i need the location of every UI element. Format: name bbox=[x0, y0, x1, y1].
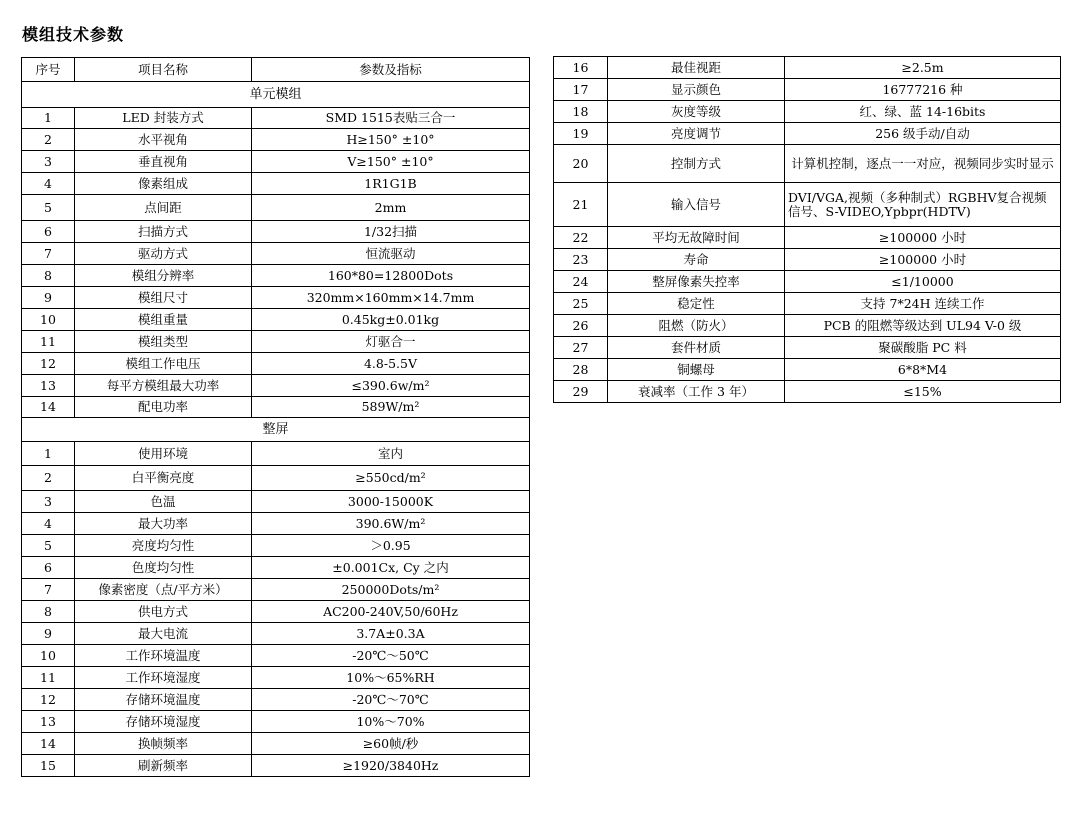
header-index: 序号 bbox=[22, 58, 75, 82]
cell-parameter: ≥100000 小时 bbox=[785, 249, 1061, 271]
table-row bbox=[22, 265, 530, 287]
cell-index: 11 bbox=[22, 331, 75, 353]
cell-item-name: 铜螺母 bbox=[608, 359, 785, 381]
cell-item-name: 扫描方式 bbox=[75, 221, 252, 243]
cell-item-name: 输入信号 bbox=[608, 183, 785, 227]
cell-index: 19 bbox=[554, 123, 608, 145]
table-row bbox=[22, 755, 530, 777]
table-row bbox=[554, 293, 1061, 315]
table-row bbox=[22, 513, 530, 535]
cell-parameter: 恒流驱动 bbox=[252, 243, 530, 265]
cell-item-name: 平均无故障时间 bbox=[608, 227, 785, 249]
left-spec-table bbox=[21, 57, 530, 777]
cell-item-name: 点间距 bbox=[75, 195, 252, 221]
cell-index: 16 bbox=[554, 57, 608, 79]
cell-parameter: 室内 bbox=[252, 442, 530, 466]
cell-item-name: 色度均匀性 bbox=[75, 557, 252, 579]
table-row bbox=[22, 353, 530, 375]
cell-item-name: 白平衡亮度 bbox=[75, 466, 252, 491]
header-item-name: 项目名称 bbox=[75, 58, 252, 82]
cell-parameter: 589W/m² bbox=[252, 397, 530, 418]
cell-index: 12 bbox=[22, 353, 75, 375]
cell-parameter: 250000Dots/m² bbox=[252, 579, 530, 601]
cell-index: 14 bbox=[22, 733, 75, 755]
cell-item-name: 模组分辨率 bbox=[75, 265, 252, 287]
cell-index: 8 bbox=[22, 265, 75, 287]
cell-index: 13 bbox=[22, 375, 75, 397]
table-row bbox=[22, 243, 530, 265]
cell-item-name: 换帧频率 bbox=[75, 733, 252, 755]
cell-index: 12 bbox=[22, 689, 75, 711]
table-row bbox=[22, 129, 530, 151]
cell-parameter: 320mm×160mm×14.7mm bbox=[252, 287, 530, 309]
cell-index: 2 bbox=[22, 466, 75, 491]
cell-parameter: 1/32扫描 bbox=[252, 221, 530, 243]
cell-item-name: 水平视角 bbox=[75, 129, 252, 151]
table-row bbox=[22, 173, 530, 195]
table-row bbox=[554, 123, 1061, 145]
cell-index: 29 bbox=[554, 381, 608, 403]
table-row bbox=[554, 79, 1061, 101]
table-row bbox=[554, 359, 1061, 381]
table-row bbox=[554, 183, 1061, 227]
cell-item-name: 像素密度（点/平方米） bbox=[75, 579, 252, 601]
cell-parameter: 10%～70% bbox=[252, 711, 530, 733]
table-row bbox=[22, 108, 530, 129]
table-row bbox=[22, 375, 530, 397]
table-row bbox=[22, 645, 530, 667]
cell-index: 2 bbox=[22, 129, 75, 151]
section-title-module: 单元模组 bbox=[22, 82, 530, 108]
cell-index: 3 bbox=[22, 151, 75, 173]
cell-item-name: 最佳视距 bbox=[608, 57, 785, 79]
cell-parameter: ±0.001Cx, Cy 之内 bbox=[252, 557, 530, 579]
cell-index: 25 bbox=[554, 293, 608, 315]
cell-parameter: SMD 1515表贴三合一 bbox=[252, 108, 530, 129]
cell-index: 6 bbox=[22, 557, 75, 579]
cell-item-name: 衰减率（工作 3 年） bbox=[608, 381, 785, 403]
table-row bbox=[22, 221, 530, 243]
cell-index: 10 bbox=[22, 645, 75, 667]
cell-index: 8 bbox=[22, 601, 75, 623]
cell-item-name: 稳定性 bbox=[608, 293, 785, 315]
cell-parameter: 390.6W/m² bbox=[252, 513, 530, 535]
cell-item-name: 整屏像素失控率 bbox=[608, 271, 785, 293]
table-row bbox=[22, 689, 530, 711]
cell-parameter: 10%～65%RH bbox=[252, 667, 530, 689]
table-row bbox=[22, 151, 530, 173]
cell-item-name: 模组工作电压 bbox=[75, 353, 252, 375]
cell-index: 11 bbox=[22, 667, 75, 689]
cell-index: 17 bbox=[554, 79, 608, 101]
section-row-module bbox=[22, 82, 530, 108]
cell-item-name: 每平方模组最大功率 bbox=[75, 375, 252, 397]
cell-item-name: 亮度调节 bbox=[608, 123, 785, 145]
cell-index: 23 bbox=[554, 249, 608, 271]
cell-item-name: 驱动方式 bbox=[75, 243, 252, 265]
cell-parameter: 3.7A±0.3A bbox=[252, 623, 530, 645]
cell-parameter: ≥60帧/秒 bbox=[252, 733, 530, 755]
table-row bbox=[554, 101, 1061, 123]
cell-index: 7 bbox=[22, 243, 75, 265]
cell-item-name: 最大功率 bbox=[75, 513, 252, 535]
page-title: 模组技术参数 bbox=[22, 25, 125, 44]
cell-item-name: 模组尺寸 bbox=[75, 287, 252, 309]
cell-item-name: 工作环境温度 bbox=[75, 645, 252, 667]
cell-index: 4 bbox=[22, 173, 75, 195]
table-row bbox=[554, 337, 1061, 359]
table-row bbox=[554, 381, 1061, 403]
cell-index: 28 bbox=[554, 359, 608, 381]
cell-parameter: ≥2.5m bbox=[785, 57, 1061, 79]
cell-parameter: 1R1G1B bbox=[252, 173, 530, 195]
cell-item-name: 阻燃（防火） bbox=[608, 315, 785, 337]
cell-index: 26 bbox=[554, 315, 608, 337]
cell-index: 24 bbox=[554, 271, 608, 293]
table-row bbox=[554, 57, 1061, 79]
cell-item-name: 亮度均匀性 bbox=[75, 535, 252, 557]
cell-item-name: 色温 bbox=[75, 491, 252, 513]
cell-parameter: 4.8-5.5V bbox=[252, 353, 530, 375]
table-row bbox=[554, 145, 1061, 183]
cell-item-name: LED 封装方式 bbox=[75, 108, 252, 129]
cell-parameter: 6*8*M4 bbox=[785, 359, 1061, 381]
cell-index: 9 bbox=[22, 623, 75, 645]
cell-parameter: DVI/VGA,视频（多种制式）RGBHV复合视频信号、S-VIDEO,Ypbpr(HDTV) bbox=[785, 183, 1061, 227]
cell-parameter: 2mm bbox=[252, 195, 530, 221]
cell-index: 22 bbox=[554, 227, 608, 249]
cell-parameter: V≥150° ±10° bbox=[252, 151, 530, 173]
cell-index: 14 bbox=[22, 397, 75, 418]
cell-parameter: ≤15% bbox=[785, 381, 1061, 403]
cell-index: 3 bbox=[22, 491, 75, 513]
cell-item-name: 配电功率 bbox=[75, 397, 252, 418]
section-row-screen bbox=[22, 418, 530, 442]
right-spec-table bbox=[553, 56, 1061, 403]
cell-item-name: 存储环境湿度 bbox=[75, 711, 252, 733]
cell-parameter: 0.45kg±0.01kg bbox=[252, 309, 530, 331]
cell-parameter: 红、绿、蓝 14-16bits bbox=[785, 101, 1061, 123]
cell-parameter: 160*80=12800Dots bbox=[252, 265, 530, 287]
cell-parameter: ＞0.95 bbox=[252, 535, 530, 557]
cell-index: 20 bbox=[554, 145, 608, 183]
header-parameter: 参数及指标 bbox=[252, 58, 530, 82]
cell-item-name: 灰度等级 bbox=[608, 101, 785, 123]
cell-parameter: ≥550cd/m² bbox=[252, 466, 530, 491]
table-row bbox=[22, 466, 530, 491]
table-row bbox=[22, 491, 530, 513]
table-header-row bbox=[22, 58, 530, 82]
cell-parameter: 256 级手动/自动 bbox=[785, 123, 1061, 145]
cell-parameter: ≤390.6w/m² bbox=[252, 375, 530, 397]
table-row bbox=[22, 557, 530, 579]
table-row bbox=[22, 397, 530, 418]
table-row bbox=[22, 733, 530, 755]
table-row bbox=[22, 601, 530, 623]
cell-item-name: 刷新频率 bbox=[75, 755, 252, 777]
cell-index: 1 bbox=[22, 442, 75, 466]
section-title-screen: 整屏 bbox=[22, 418, 530, 442]
cell-item-name: 控制方式 bbox=[608, 145, 785, 183]
cell-index: 21 bbox=[554, 183, 608, 227]
table-row bbox=[22, 623, 530, 645]
cell-parameter: ≥1920/3840Hz bbox=[252, 755, 530, 777]
cell-index: 5 bbox=[22, 195, 75, 221]
cell-index: 1 bbox=[22, 108, 75, 129]
cell-parameter: AC200-240V,50/60Hz bbox=[252, 601, 530, 623]
cell-parameter: ≤1/10000 bbox=[785, 271, 1061, 293]
table-row bbox=[554, 227, 1061, 249]
cell-parameter: -20℃～70℃ bbox=[252, 689, 530, 711]
cell-index: 10 bbox=[22, 309, 75, 331]
cell-item-name: 供电方式 bbox=[75, 601, 252, 623]
table-row bbox=[554, 271, 1061, 293]
cell-index: 15 bbox=[22, 755, 75, 777]
cell-parameter: 灯驱合一 bbox=[252, 331, 530, 353]
cell-index: 13 bbox=[22, 711, 75, 733]
cell-index: 18 bbox=[554, 101, 608, 123]
table-row bbox=[22, 442, 530, 466]
cell-item-name: 工作环境湿度 bbox=[75, 667, 252, 689]
cell-item-name: 使用环境 bbox=[75, 442, 252, 466]
table-row bbox=[22, 309, 530, 331]
cell-parameter: 支持 7*24H 连续工作 bbox=[785, 293, 1061, 315]
cell-index: 4 bbox=[22, 513, 75, 535]
cell-parameter: -20℃～50℃ bbox=[252, 645, 530, 667]
table-row bbox=[554, 315, 1061, 337]
cell-parameter: 3000-15000K bbox=[252, 491, 530, 513]
cell-index: 5 bbox=[22, 535, 75, 557]
table-row bbox=[22, 667, 530, 689]
cell-index: 6 bbox=[22, 221, 75, 243]
cell-parameter: ≥100000 小时 bbox=[785, 227, 1061, 249]
table-row bbox=[22, 195, 530, 221]
cell-item-name: 寿命 bbox=[608, 249, 785, 271]
table-row bbox=[554, 249, 1061, 271]
cell-index: 27 bbox=[554, 337, 608, 359]
table-row bbox=[22, 711, 530, 733]
cell-parameter: PCB 的阻燃等级达到 UL94 V-0 级 bbox=[785, 315, 1061, 337]
cell-item-name: 垂直视角 bbox=[75, 151, 252, 173]
cell-parameter: 16777216 种 bbox=[785, 79, 1061, 101]
table-row bbox=[22, 287, 530, 309]
cell-parameter: 计算机控制，逐点一一对应，视频同步实时显示 bbox=[785, 145, 1061, 183]
cell-parameter: H≥150° ±10° bbox=[252, 129, 530, 151]
table-row bbox=[22, 579, 530, 601]
cell-index: 9 bbox=[22, 287, 75, 309]
cell-item-name: 模组类型 bbox=[75, 331, 252, 353]
cell-index: 7 bbox=[22, 579, 75, 601]
cell-item-name: 显示颜色 bbox=[608, 79, 785, 101]
cell-item-name: 最大电流 bbox=[75, 623, 252, 645]
cell-item-name: 像素组成 bbox=[75, 173, 252, 195]
table-row bbox=[22, 535, 530, 557]
cell-item-name: 模组重量 bbox=[75, 309, 252, 331]
cell-item-name: 存储环境温度 bbox=[75, 689, 252, 711]
cell-item-name: 套件材质 bbox=[608, 337, 785, 359]
table-row bbox=[22, 331, 530, 353]
cell-parameter: 聚碳酸脂 PC 料 bbox=[785, 337, 1061, 359]
